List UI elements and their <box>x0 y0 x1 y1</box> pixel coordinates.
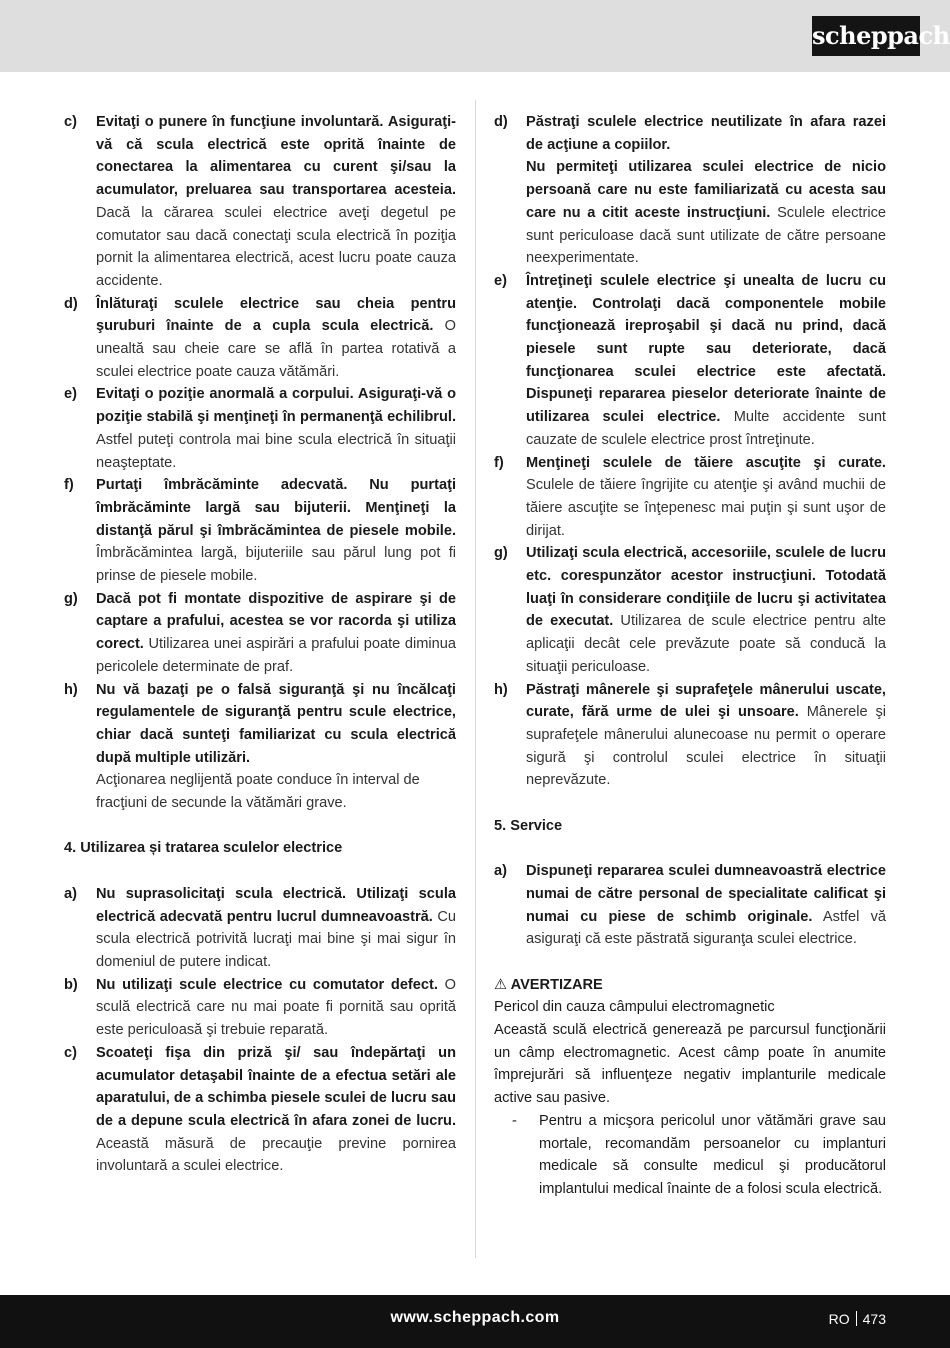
list-item <box>64 588 456 679</box>
item-marker: a) <box>494 863 507 880</box>
list-item <box>494 860 886 951</box>
item-marker: f) <box>494 454 504 471</box>
section-heading: 5. Service <box>494 817 563 834</box>
list-item <box>64 679 456 815</box>
item-bold-text: Utilizaţi scula electrică, accesoriile, sculele de lucru etc. corespunzător acestor instrucţiuni. Totodată luaţi în considerare condiţiile de lucru şi activitatea de executat. <box>526 545 886 630</box>
item-bold-text: Întreţineţi sculele electrice şi unealta de lucru cu atenţie. Controlaţi dacă componentele mobile funcţionează ireproşabil şi dacă nu prind, dacă piesele sunt rupte sau deteriorate, dacă funcţionarea sculei electrice este afectată. Dispuneţi repararea pieselor deteriorate înainte de utilizarea sculei electrice. <box>526 272 886 426</box>
item-bold-text: Scoateţi fişa din priză şi/ sau îndepărtaţi un acumulator detaşabil înainte de a efectua setări ale aparatului, de a schimba piesele sculei de lucru sau de a depune scula electrică în afara zonei de lucru. <box>96 1044 456 1129</box>
item-text: Utilizarea unei aspirări a prafului poate diminua pericolele determinate de praf. <box>96 636 456 675</box>
item-marker: h) <box>494 681 508 698</box>
warning-subtitle: Pericol din cauza câmpului electromagnetic <box>494 999 775 1016</box>
item-text: Cu scula electrică potrivită lucraţi mai bine şi mai sigur în domeniul de putere indicat. <box>96 908 456 970</box>
item-marker: g) <box>494 545 508 562</box>
item-text: Astfel vă asiguraţi că este păstrată siguranţa sculei electrice. <box>526 908 886 948</box>
warning-bullet-text: Pentru a micşora pericolul unor vătămări grave sau mortale, recomandăm persoanelor cu implanturi medicale să consulte medicul şi producătorul implantului medical înainte de a folosi scula electrică. <box>539 1112 886 1197</box>
item-text: Multe accidente sunt cauzate de sculele electrice prost întreţinute. <box>526 409 886 448</box>
item-marker: h) <box>64 681 78 698</box>
warning-icon: ⚠ <box>494 976 508 993</box>
list-item <box>494 270 886 452</box>
right-column <box>494 111 886 1201</box>
item-bold-text: Nu utilizaţi scule electrice cu comutator defect. <box>96 976 438 993</box>
list-item <box>64 1042 456 1178</box>
item-text: Dacă la cărarea sculei electrice aveţi degetul pe comutator sau dacă conectaţi scula electrică în poziţia pornit la alimentarea electrică, acest lucru poate cauza accidente. <box>96 204 456 289</box>
item-marker: c) <box>64 1044 77 1061</box>
warning-heading <box>494 974 886 997</box>
list-item <box>494 679 886 793</box>
page-number: 473 <box>862 1311 886 1327</box>
item-text: Astfel puteţi controla mai bine scula electrică în situaţii neaşteptate. <box>96 431 456 471</box>
item-bold-text: Nu suprasolicitaţi scula electrică. Utilizaţi scula electrică adecvată pentru lucrul dumneavoastră. <box>96 885 456 925</box>
item-extra-text: Acţionarea neglijentă poate conduce în interval de fracţiuni de secunde la vătămări grave. <box>96 772 420 812</box>
item-text: O unealtă sau cheie care se află în partea rotativă a sculei electrice poate cauza vătămări. <box>96 318 456 380</box>
item-text: Utilizarea de scule electrice pentru alte aplicaţii decât cele prevăzute poate să conducă la situaţii periculoase. <box>526 613 886 675</box>
item-bold-text: Înlăturaţi sculele electrice sau cheia pentru şuruburi înainte de a cupla scula electrică. <box>96 295 456 335</box>
item-marker: e) <box>64 386 77 403</box>
list-item <box>494 452 886 543</box>
item-bold-text-2: Nu permiteţi utilizarea sculei electrice de nicio persoană care nu este familiarizată cu acesta sau care nu a citit aceste instrucţiuni. <box>526 159 886 221</box>
list-item <box>64 111 456 293</box>
item-text: Această măsură de precauţie previne pornirea involuntară a sculei electrice. <box>96 1135 456 1175</box>
brand-logo: scheppach <box>812 16 920 56</box>
page-separator <box>856 1311 857 1326</box>
list-item <box>64 883 456 974</box>
item-text: Sculele de tăiere îngrijite cu atenţie şi având muchii de tăiere ascuţite se înţepenesc mai puţin şi sunt uşor de dirijat. <box>526 477 886 539</box>
item-marker: e) <box>494 272 507 289</box>
item-bold-text: Evitaţi o punere în funcţiune involuntară. Asiguraţi-vă că scula electrică este oprită înainte de conectarea la alimentarea cu curent şi/sau la acumulator, preluarea sau transportarea acesteia. <box>96 114 456 199</box>
header-band <box>0 0 950 72</box>
item-marker: d) <box>494 114 508 130</box>
item-bold-text: Păstraţi mânerele şi suprafeţele mânerului uscate, curate, fără urme de ulei şi unsoare. <box>526 681 886 721</box>
column-divider <box>475 100 476 1258</box>
list-item <box>64 474 456 588</box>
footer-url: www.scheppach.com <box>390 1309 560 1326</box>
item-marker: c) <box>64 114 77 130</box>
item-bold-text: Purtaţi îmbrăcăminte adecvată. Nu purtaţi îmbrăcăminte largă sau bijuterii. Menţineţi la distanţă părul şi îmbrăcămintea de piesele mobile. <box>96 477 456 539</box>
item-bold-text: Nu vă bazaţi pe o falsă siguranţă şi nu încălcaţi regulamentele de siguranţă pentru scule electrice, chiar dacă sunteţi familiarizat cu scula electrică după multiple utilizări. <box>96 681 456 766</box>
item-bold-text: Dispuneţi repararea sculei dumneavoastră electrice numai de către personal de specialitate calificat şi numai cu piese de schimb originale. <box>526 863 886 925</box>
language-code: RO <box>828 1311 850 1327</box>
list-item <box>494 111 886 270</box>
warning-body: Această sculă electrică generează pe parcursul funcţionării un câmp electromagnetic. Acest câmp poate în anumite împrejurări să influenţeze negativ implanturile medicale active sau pasive. <box>494 1022 886 1107</box>
warning-title: AVERTIZARE <box>510 976 603 993</box>
bullet-dash: - <box>512 1112 517 1129</box>
list-item <box>64 383 456 474</box>
item-text: Îmbrăcămintea largă, bijuteriile sau părul lung pot fi prinse de piesele mobile. <box>96 545 456 585</box>
item-text: O sculă electrică care nu mai poate fi pornită sau oprită este periculoasă şi trebuie reparată. <box>96 976 457 1039</box>
left-column <box>64 111 456 1178</box>
item-bold-text: Menţineţi sculele de tăiere ascuţite şi curate. <box>526 454 886 471</box>
warning-bullet <box>494 1110 886 1201</box>
page-indicator <box>829 1311 886 1327</box>
list-item <box>64 293 456 384</box>
item-bold-text: Evitaţi o poziţie anormală a corpului. Asiguraţi-vă o poziţie stabilă şi menţineţi în permanenţă echilibrul. <box>96 386 456 426</box>
list-item <box>494 542 886 678</box>
item-text: Mânerele şi suprafeţele mânerului alunecoase nu permit o operare sigură şi controlul sculei electrice în situaţii neprevăzute. <box>526 704 886 789</box>
section-heading: 4. Utilizarea și tratarea sculelor electrice <box>64 840 343 857</box>
item-marker: b) <box>64 976 78 993</box>
footer-band <box>0 1295 950 1348</box>
list-item <box>64 974 456 1042</box>
item-marker: d) <box>64 295 78 312</box>
item-bold-text: Păstraţi sculele electrice neutilizate în afara razei de acţiune a copiilor. <box>526 114 886 153</box>
item-marker: g) <box>64 590 78 607</box>
item-marker: f) <box>64 477 74 494</box>
item-marker: a) <box>64 885 77 902</box>
item-text: Sculele electrice sunt periculoase dacă sunt utilizate de către persoane neexperimentate. <box>526 204 886 267</box>
item-bold-text: Dacă pot fi montate dispozitive de aspirare şi de captare a prafului, acestea se vor racorda şi utiliza corect. <box>96 590 456 653</box>
